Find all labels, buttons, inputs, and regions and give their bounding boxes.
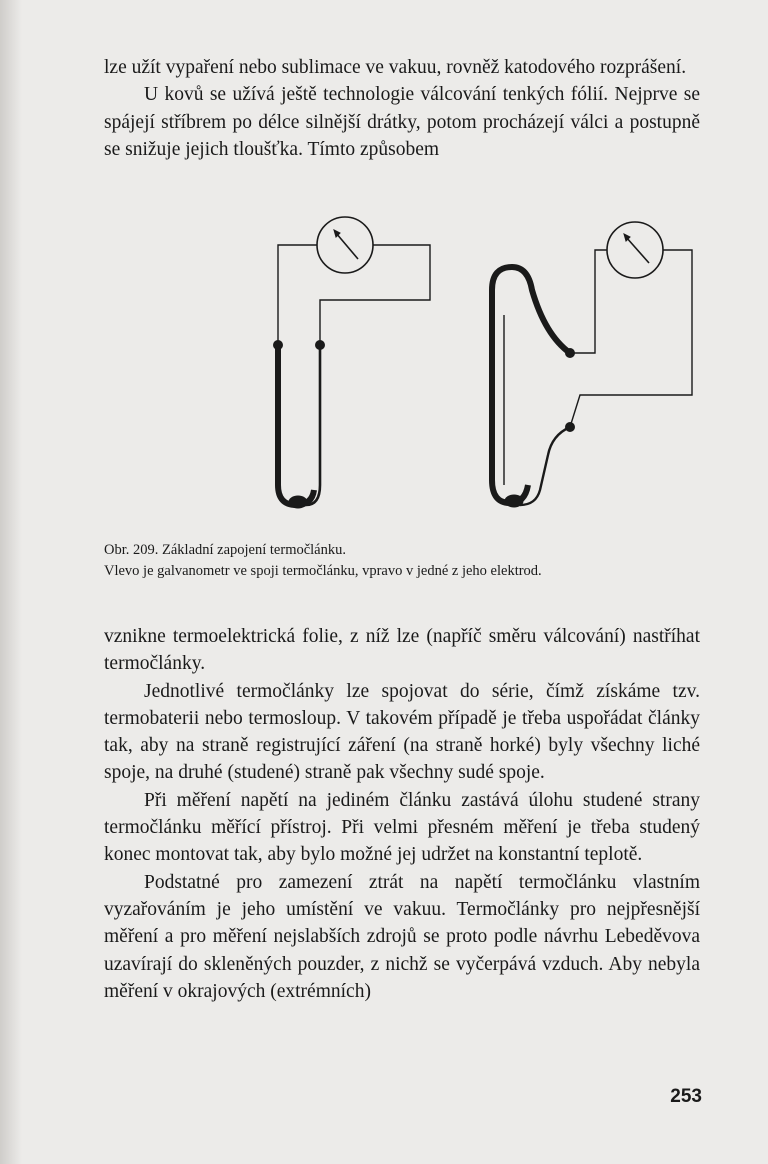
paragraph-4: Jednotlivé termočlánky lze spojovat do série, čímž získáme tzv. termobaterii nebo termosloup. V takovém případě je třeba uspořádat články tak, aby na straně registrující záření (na straně horké) byly všechny liché spoje, na druhé (studené) straně pak všechny sudé spoje. <box>104 680 700 784</box>
paragraph-5: Při měření napětí na jediném článku zastává úlohu studené strany termočlánku měřící přístroj. Při velmi přesném měření je třeba studený konec montovat tak, aby bylo možné jej udržet na konstantní teplotě. <box>104 789 700 866</box>
left-electrode-thick <box>278 345 314 505</box>
paragraph-2: U kovů se užívá ještě technologie válcování tenkých fólií. Nejprve se spájejí stříbrem po délce silnější drátky, potom procházejí válci a postupně se snižuje jejich tloušťka. Tímto způsobem <box>104 84 700 160</box>
right-wire-top <box>570 250 607 353</box>
caption-title: Obr. 209. Základní zapojení termočlánku. <box>104 542 346 558</box>
top-text-block <box>104 54 700 163</box>
right-galvanometer <box>607 222 663 278</box>
paragraph-6: Podstatné pro zamezení ztrát na napětí termočlánku vlastním vyzařováním je jeho umístění ve vakuu. Termočlánky pro nejpřesnější měření a pro měření nejslabších zdrojů se proto podle návrhu Lebeděvova uzavírají do skleněných pouzder, z nichž se vyčerpává vzduch. Aby nebyla měření v okrajových (extrémních) <box>104 871 700 1002</box>
left-circuit <box>274 217 431 508</box>
left-wire-outer <box>278 245 317 345</box>
thermocouple-figure <box>100 205 700 535</box>
paragraph-3: vznikne termoelektrická folie, z níž lze (napříč směru válcování) nastříhat termočlánky. <box>104 626 700 675</box>
page-binding-edge <box>0 0 22 1164</box>
page-number: 253 <box>670 1086 702 1107</box>
thermocouple-diagram <box>100 205 700 535</box>
caption-description: Vlevo je galvanometr ve spoji termočlánku, vpravo v jedné z jeho elektrod. <box>104 563 542 579</box>
paragraph-1: lze užít vypaření nebo sublimace ve vakuu, rovněž katodového rozprášení. <box>104 57 687 78</box>
figure-caption <box>104 540 704 582</box>
right-circuit <box>492 222 692 507</box>
left-galvanometer <box>317 217 373 273</box>
bottom-text-block <box>104 623 700 1005</box>
